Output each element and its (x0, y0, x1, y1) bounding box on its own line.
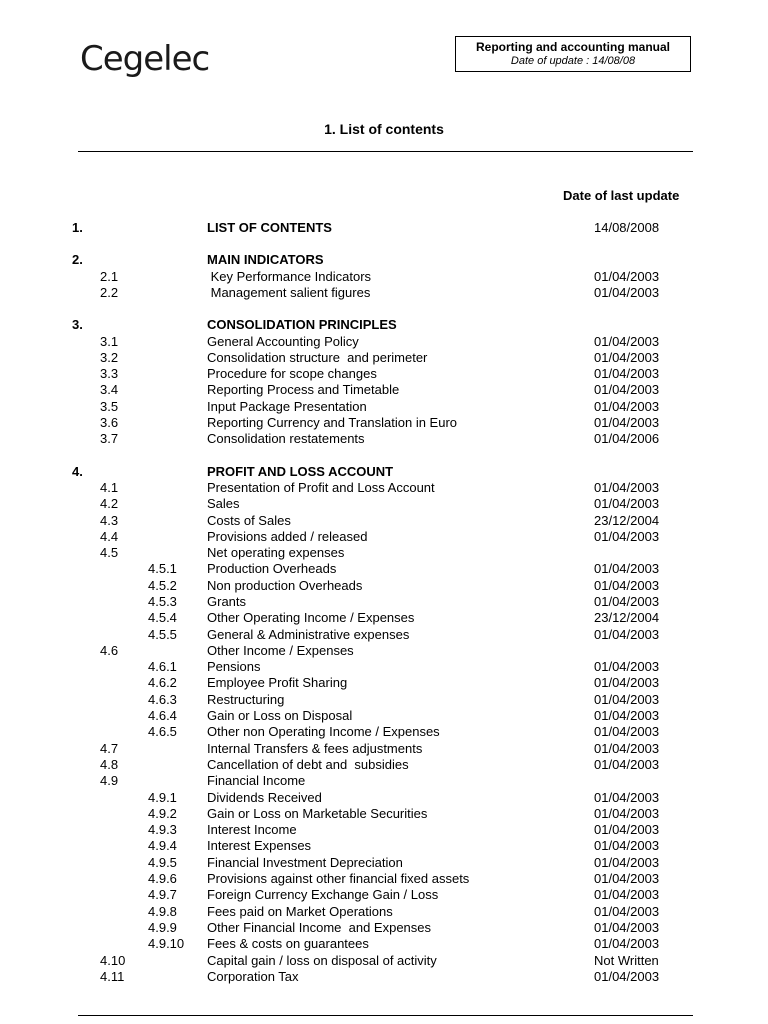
toc-entry-date: 01/04/2003 (594, 480, 660, 495)
toc-entry (0, 741, 768, 757)
toc-entry-date: 01/04/2003 (594, 692, 660, 707)
toc-entry (0, 757, 768, 773)
toc-entry-title: Cancellation of debt and subsidies (207, 757, 409, 772)
toc-entry-title: Input Package Presentation (207, 399, 367, 414)
toc-entry (0, 643, 768, 659)
toc-entry (0, 480, 768, 496)
toc-entry-title: Costs of Sales (207, 513, 291, 528)
toc-entry-title: Procedure for scope changes (207, 366, 377, 381)
toc-entry-title: Management salient figures (207, 285, 371, 300)
toc-entry-title: Employee Profit Sharing (207, 675, 348, 690)
date-of-update: Date of update : 14/08/08 (510, 55, 636, 67)
toc-entry (0, 953, 768, 969)
cegelec-logo (80, 39, 210, 79)
toc-entry-date: 01/04/2006 (594, 431, 660, 446)
toc-entry-date: 01/04/2003 (594, 659, 660, 674)
toc-entry-number: 4.6.4 (148, 708, 177, 723)
toc-entry-date: 01/04/2003 (594, 806, 660, 821)
toc-entry-number: 3.3 (100, 366, 119, 381)
toc-entry-number: 2.1 (100, 269, 119, 284)
toc-entry (0, 855, 768, 871)
toc-entry-date: 01/04/2003 (594, 936, 660, 951)
toc-entry-number: 4.5.3 (148, 594, 177, 609)
toc-entry-date: 01/04/2003 (594, 757, 660, 772)
toc-entry-number: 4.9.3 (148, 822, 177, 837)
toc-entry-title: Grants (207, 594, 247, 609)
toc-entry-title: Provisions added / released (207, 529, 368, 544)
toc-entry-title: Internal Transfers & fees adjustments (207, 741, 423, 756)
toc-entry-date: 01/04/2003 (594, 627, 660, 642)
toc-entry (0, 382, 768, 398)
toc-entry (0, 252, 768, 268)
toc-entry (0, 920, 768, 936)
toc-entry-number: 3.4 (100, 382, 119, 397)
toc-entry-title: CONSOLIDATION PRINCIPLES (207, 317, 397, 332)
toc-entry (0, 904, 768, 920)
toc-entry (0, 871, 768, 887)
toc-entry (0, 529, 768, 545)
page-title: 1. List of contents (324, 121, 444, 137)
toc-entry-date: 01/04/2003 (594, 561, 660, 576)
toc-entry-number: 4.3 (100, 513, 119, 528)
toc-entry-date: 01/04/2003 (594, 594, 660, 609)
toc-entry (0, 431, 768, 447)
toc-entry-title: Fees & costs on guarantees (207, 936, 369, 951)
toc-entry-number: 4.6.5 (148, 724, 177, 739)
toc-entry-title: General & Administrative expenses (207, 627, 410, 642)
toc-entry (0, 627, 768, 643)
toc-entry (0, 708, 768, 724)
logo-text: Cegelec (80, 39, 210, 79)
manual-title: Reporting and accounting manual (475, 40, 670, 54)
toc-entry (0, 399, 768, 415)
toc-entry (0, 806, 768, 822)
toc-entry (0, 285, 768, 301)
toc-entry (0, 366, 768, 382)
toc-entry-title: Financial Income (207, 773, 306, 788)
toc-entry-title: Reporting Currency and Translation in Euro (207, 415, 458, 430)
toc-entry-title: Other Operating Income / Expenses (207, 610, 415, 625)
toc-entry-number: 4.9.9 (148, 920, 177, 935)
toc-entry-number: 4.6.2 (148, 675, 177, 690)
toc-entry-date: 01/04/2003 (594, 790, 660, 805)
toc-entry-date: 01/04/2003 (594, 920, 660, 935)
toc-entry-number: 4.1 (100, 480, 119, 495)
toc-entry-number: 2.2 (100, 285, 119, 300)
toc-entry (0, 692, 768, 708)
toc-entry (0, 578, 768, 594)
toc-entry (0, 269, 768, 285)
toc-entry-title: Gain or Loss on Disposal (207, 708, 353, 723)
toc-entry-number: 2. (72, 252, 83, 267)
toc-entry-date: 01/04/2003 (594, 350, 660, 365)
toc-entry-title: Consolidation restatements (207, 431, 365, 446)
toc-entry (0, 513, 768, 529)
toc-entry-date: 01/04/2003 (594, 334, 660, 349)
toc-entry (0, 317, 768, 333)
toc-entry-title: Pensions (207, 659, 261, 674)
toc-entry-title: Other non Operating Income / Expenses (207, 724, 440, 739)
toc-entry-number: 3.1 (100, 334, 119, 349)
toc-entry-date: 01/04/2003 (594, 285, 660, 300)
toc-entry-number: 4.4 (100, 529, 119, 544)
toc-entry-date: 01/04/2003 (594, 269, 660, 284)
toc-entry-number: 1. (72, 220, 83, 235)
toc-entry (0, 675, 768, 691)
toc-entry-date: 01/04/2003 (594, 904, 660, 919)
toc-entry-title: Production Overheads (207, 561, 337, 576)
toc-entry-title: Consolidation structure and perimeter (207, 350, 428, 365)
toc-entry-date: 01/04/2003 (594, 969, 660, 984)
toc-entry-title: Provisions against other financial fixed assets (207, 871, 470, 886)
toc-entry-title: MAIN INDICATORS (207, 252, 324, 267)
toc-entry-number: 4.5.2 (148, 578, 177, 593)
toc-entry-date: 01/04/2003 (594, 871, 660, 886)
toc-entry-number: 3.6 (100, 415, 119, 430)
toc-entry-date: 01/04/2003 (594, 415, 660, 430)
toc-entry-number: 3.5 (100, 399, 119, 414)
toc-entry (0, 790, 768, 806)
toc-entry-title: Non production Overheads (207, 578, 363, 593)
toc-entry-title: Financial Investment Depreciation (207, 855, 403, 870)
toc-entry-date: 01/04/2003 (594, 496, 660, 511)
toc-entry-title: Foreign Currency Exchange Gain / Loss (207, 887, 439, 902)
toc-entry-number: 4.2 (100, 496, 119, 511)
toc-entry-date: 01/04/2003 (594, 822, 660, 837)
toc-entry-date: 01/04/2003 (594, 529, 660, 544)
toc-entry-number: 4.9.10 (148, 936, 185, 951)
toc-entry-number: 4.9.4 (148, 838, 177, 853)
toc-entry-number: 4.6.1 (148, 659, 177, 674)
toc-entry-number: 4.7 (100, 741, 119, 756)
toc-entry (0, 838, 768, 854)
toc-entry-title: General Accounting Policy (207, 334, 359, 349)
toc-entry-date: 01/04/2003 (594, 708, 660, 723)
toc-entry-number: 4.8 (100, 757, 119, 772)
toc-entry (0, 496, 768, 512)
toc-entry-date: 01/04/2003 (594, 578, 660, 593)
toc-entry (0, 464, 768, 480)
toc-entry-title: Interest Expenses (207, 838, 312, 853)
toc-entry-title: Other Financial Income and Expenses (207, 920, 432, 935)
toc-entry (0, 220, 768, 236)
toc-entry-title: LIST OF CONTENTS (207, 220, 332, 235)
toc-entry-date: 23/12/2004 (594, 610, 660, 625)
toc-entry (0, 773, 768, 789)
toc-entry (0, 415, 768, 431)
toc-entry-date: 01/04/2003 (594, 382, 660, 397)
toc-entry-title: Reporting Process and Timetable (207, 382, 400, 397)
toc-entry-date: 01/04/2003 (594, 724, 660, 739)
toc-entry-number: 4.9.2 (148, 806, 177, 821)
toc-entry-date: 01/04/2003 (594, 399, 660, 414)
toc-entry-number: 4.5 (100, 545, 119, 560)
toc-entry-title: Dividends Received (207, 790, 322, 805)
toc-entry-date: 14/08/2008 (594, 220, 660, 235)
toc-entry-number: 4.5.5 (148, 627, 177, 642)
toc-entry-number: 4.10 (100, 953, 126, 968)
toc-entry (0, 724, 768, 740)
toc-entry-title: Restructuring (207, 692, 285, 707)
toc-entry-number: 4.5.1 (148, 561, 177, 576)
toc-entry-title: Gain or Loss on Marketable Securities (207, 806, 428, 821)
toc-entry-date: 01/04/2003 (594, 838, 660, 853)
toc-entry-number: 4.9 (100, 773, 119, 788)
toc-entry-title: Key Performance Indicators (207, 269, 372, 284)
toc-entry-date: 01/04/2003 (594, 887, 660, 902)
toc-entry-number: 3.2 (100, 350, 119, 365)
toc-entry (0, 610, 768, 626)
toc-entry-number: 4.9.1 (148, 790, 177, 805)
toc-entry-date: Not Written (594, 953, 659, 968)
toc-entry-date: 01/04/2003 (594, 855, 660, 870)
toc-entry-title: Corporation Tax (207, 969, 299, 984)
toc-entry (0, 659, 768, 675)
toc-entry (0, 822, 768, 838)
toc-entry-title: Fees paid on Market Operations (207, 904, 393, 919)
toc-entry-date: 01/04/2003 (594, 741, 660, 756)
column-header-last-update: Date of last update (563, 188, 680, 203)
toc-entry-number: 4.9.5 (148, 855, 177, 870)
toc-entry (0, 350, 768, 366)
toc-entry-title: Capital gain / loss on disposal of activity (207, 953, 437, 968)
toc-entry-number: 4.9.6 (148, 871, 177, 886)
toc-entry-date: 01/04/2003 (594, 366, 660, 381)
toc-entry-title: Sales (207, 496, 240, 511)
toc-entry (0, 594, 768, 610)
toc-entry-number: 4. (72, 464, 83, 479)
toc-entry-number: 4.6 (100, 643, 119, 658)
toc-entry-date: 01/04/2003 (594, 675, 660, 690)
toc-entry (0, 545, 768, 561)
bottom-divider (78, 1015, 693, 1016)
toc-entry (0, 969, 768, 985)
toc-entry-number: 3.7 (100, 431, 119, 446)
toc-entry (0, 561, 768, 577)
toc-entry-title: Other Income / Expenses (207, 643, 354, 658)
toc-entry (0, 936, 768, 952)
toc-entry (0, 334, 768, 350)
toc-entry-title: PROFIT AND LOSS ACCOUNT (207, 464, 394, 479)
toc-entry-number: 3. (72, 317, 83, 332)
toc-entry-number: 4.6.3 (148, 692, 177, 707)
toc-entry-number: 4.11 (100, 969, 125, 984)
manual-header-box (455, 36, 691, 72)
top-divider (78, 151, 693, 152)
toc-entry-date: 23/12/2004 (594, 513, 660, 528)
toc-entry-title: Interest Income (207, 822, 297, 837)
toc-entry-number: 4.9.8 (148, 904, 177, 919)
toc-entry-title: Presentation of Profit and Loss Account (207, 480, 435, 495)
toc-entry-number: 4.9.7 (148, 887, 177, 902)
toc-entry-number: 4.5.4 (148, 610, 177, 625)
toc-entry-title: Net operating expenses (207, 545, 345, 560)
toc-entry (0, 887, 768, 903)
